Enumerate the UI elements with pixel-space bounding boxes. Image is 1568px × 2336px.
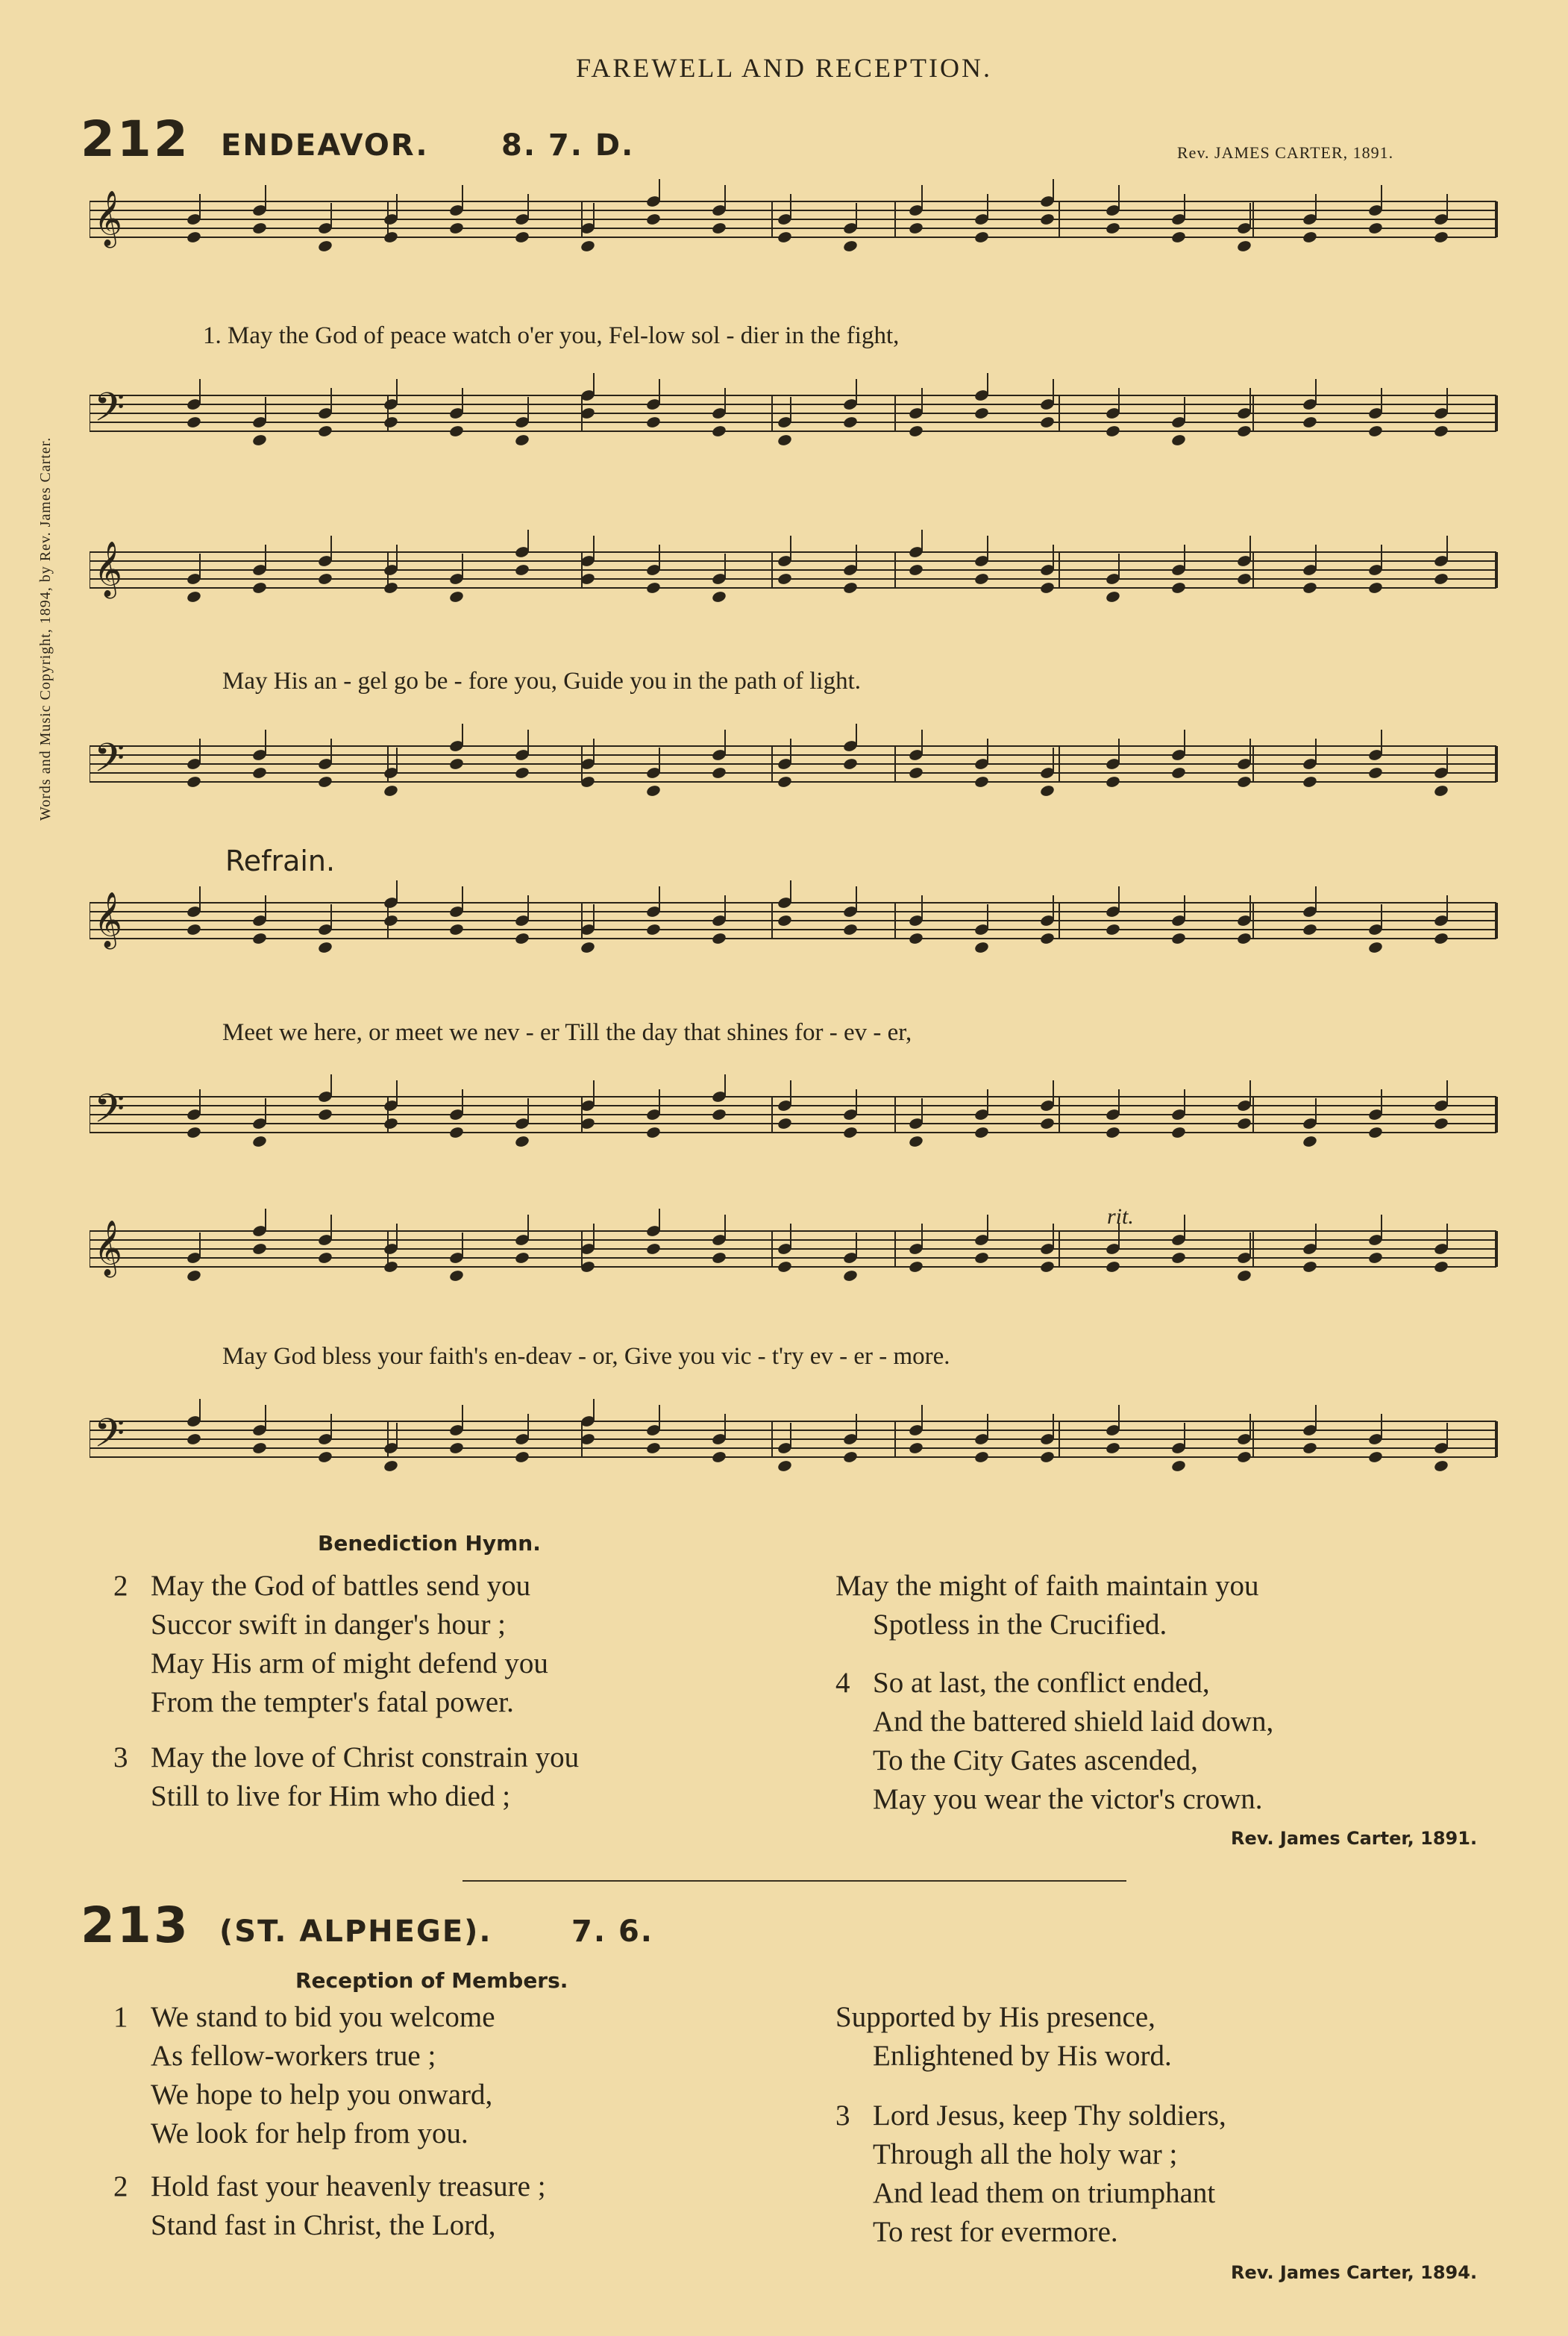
notehead <box>1236 932 1252 945</box>
notehead <box>777 1459 792 1473</box>
notehead <box>1236 1117 1252 1130</box>
notehead <box>317 1251 333 1265</box>
notehead <box>973 572 989 586</box>
notehead <box>908 1441 923 1455</box>
notehead <box>1236 239 1252 253</box>
lyric-line-1: 1. May the God of peace watch o'er you, Fel-low sol - dier in the fight, <box>203 322 900 349</box>
notehead <box>1367 222 1383 235</box>
notehead <box>448 590 464 604</box>
lyric-line-2: May His an - gel go be - fore you, Guide you in the path of light. <box>222 668 861 695</box>
verse-line: And the battered shield laid down, <box>873 1706 1274 1738</box>
verse-line: To rest for evermore. <box>873 2216 1118 2248</box>
verse-line: May the God of battles send you <box>151 1570 531 1602</box>
notehead <box>645 1242 661 1256</box>
notehead <box>317 1108 333 1121</box>
author-credit: Rev. James Carter, 1891. <box>1231 1828 1478 1849</box>
notehead <box>317 239 333 253</box>
notehead <box>1170 1251 1186 1265</box>
notehead <box>842 1450 858 1464</box>
notehead <box>251 222 267 235</box>
notehead <box>1039 416 1055 429</box>
notehead <box>1105 923 1120 936</box>
notehead <box>711 1251 727 1265</box>
notehead <box>711 222 727 235</box>
notehead <box>973 1251 989 1265</box>
bass-staff <box>90 1399 1522 1496</box>
notehead <box>1105 1260 1120 1274</box>
notehead <box>1367 1450 1383 1464</box>
verse-line: Succor swift in danger's hour ; <box>151 1609 507 1641</box>
notehead <box>1170 433 1186 447</box>
verse-3 <box>835 2097 1226 2252</box>
notehead <box>383 581 398 595</box>
tune-name: (ST. ALPHEGE). <box>219 1914 492 1949</box>
copyright-notice: Words and Music Copyright, 1894, by Rev. James Carter. <box>37 436 54 821</box>
bass-staff <box>90 373 1522 470</box>
notehead <box>383 1117 398 1130</box>
notehead <box>908 1135 923 1148</box>
treble-clef-icon: 𝄞 <box>94 1221 122 1276</box>
notehead <box>383 231 398 244</box>
meter: 7. 6. <box>571 1914 653 1949</box>
notehead <box>1105 425 1120 438</box>
notehead <box>777 572 792 586</box>
notehead <box>1302 1135 1317 1148</box>
notehead <box>842 581 858 595</box>
verse-number: 1 <box>113 2001 128 2033</box>
notehead <box>973 941 989 954</box>
notehead <box>908 932 923 945</box>
verse-line: To the City Gates ascended, <box>873 1744 1198 1776</box>
notehead <box>448 222 464 235</box>
notehead <box>1367 766 1383 780</box>
notehead <box>317 425 333 438</box>
notehead <box>973 1126 989 1139</box>
verse-line: We look for help from you. <box>151 2117 468 2149</box>
notehead <box>1302 416 1317 429</box>
notehead <box>908 222 923 235</box>
notehead <box>842 239 858 253</box>
treble-clef-icon: 𝄞 <box>94 191 122 246</box>
notehead <box>1236 775 1252 789</box>
notehead <box>251 433 267 447</box>
notehead <box>448 757 464 771</box>
notehead <box>514 433 530 447</box>
verse-line: May the love of Christ constrain you <box>151 1741 580 1773</box>
notehead <box>777 231 792 244</box>
verse-number: 4 <box>835 1667 850 1699</box>
notehead <box>317 941 333 954</box>
notehead <box>1367 1251 1383 1265</box>
notehead <box>711 1108 727 1121</box>
notehead <box>645 923 661 936</box>
verse-line: And lead them on triumphant <box>873 2177 1216 2209</box>
notehead <box>908 563 923 577</box>
notehead <box>251 766 267 780</box>
notehead <box>251 1441 267 1455</box>
bass-clef-icon: 𝄢 <box>94 1411 125 1466</box>
verse-4 <box>835 1664 1273 1819</box>
notehead <box>973 407 989 420</box>
notehead <box>1236 425 1252 438</box>
notehead <box>1367 581 1383 595</box>
verse-number: 2 <box>113 2170 128 2202</box>
notehead <box>711 1450 727 1464</box>
notehead <box>317 1450 333 1464</box>
notehead <box>645 1126 661 1139</box>
notehead <box>1039 1260 1055 1274</box>
verse-1 <box>113 1998 495 2153</box>
treble-clef-icon: 𝄞 <box>94 542 122 597</box>
verse-line: Through all the holy war ; <box>873 2138 1178 2170</box>
notehead <box>1302 775 1317 789</box>
notehead <box>777 433 792 447</box>
verse-number: 3 <box>113 1741 128 1773</box>
verse-line: Lord Jesus, keep Thy soldiers, <box>873 2099 1226 2132</box>
verse-3 <box>113 1738 579 1816</box>
notehead <box>1170 581 1186 595</box>
notehead <box>842 1269 858 1283</box>
notehead <box>1367 1126 1383 1139</box>
notehead <box>973 231 989 244</box>
notehead <box>514 766 530 780</box>
notehead <box>1236 572 1252 586</box>
notehead <box>383 784 398 798</box>
notehead <box>317 572 333 586</box>
hymn-number: 212 <box>81 110 190 168</box>
treble-clef-icon: 𝄞 <box>94 892 122 948</box>
verse-line: So at last, the conflict ended, <box>873 1667 1210 1699</box>
notehead <box>1170 932 1186 945</box>
notehead <box>777 775 792 789</box>
notehead <box>1039 1117 1055 1130</box>
hymn-number: 213 <box>81 1897 190 1954</box>
notehead <box>842 757 858 771</box>
meter: 8. 7. D. <box>501 128 635 163</box>
notehead <box>186 1269 201 1283</box>
notehead <box>842 416 858 429</box>
ritardando-marking: rit. <box>1107 1204 1134 1229</box>
notehead <box>514 1251 530 1265</box>
notehead <box>1170 231 1186 244</box>
notehead <box>580 239 595 253</box>
notehead <box>1302 923 1317 936</box>
notehead <box>1367 941 1383 954</box>
notehead <box>1170 1126 1186 1139</box>
notehead <box>645 416 661 429</box>
verse-line: We hope to help you onward, <box>151 2079 493 2111</box>
lyric-line-3: Meet we here, or meet we nev - er Till the day that shines for - ev - er, <box>222 1019 912 1046</box>
verse-2-continued <box>835 1998 1172 2076</box>
notehead <box>1039 581 1055 595</box>
notehead <box>514 1135 530 1148</box>
tune-name: ENDEAVOR. <box>221 128 429 163</box>
notehead <box>1302 1260 1317 1274</box>
treble-staff <box>90 1209 1522 1306</box>
notehead <box>383 1459 398 1473</box>
verse-line: We stand to bid you welcome <box>151 2001 495 2033</box>
notehead <box>1105 222 1120 235</box>
notehead <box>251 1135 267 1148</box>
notehead <box>842 1126 858 1139</box>
notehead <box>645 213 661 226</box>
notehead <box>1039 932 1055 945</box>
notehead <box>645 1441 661 1455</box>
notehead <box>186 590 201 604</box>
notehead <box>448 923 464 936</box>
notehead <box>1433 572 1449 586</box>
notehead <box>1367 425 1383 438</box>
page-header: FAREWELL AND RECEPTION. <box>576 53 992 83</box>
verse-line: May you wear the victor's crown. <box>873 1783 1263 1815</box>
notehead <box>186 231 201 244</box>
notehead <box>448 1269 464 1283</box>
verse-line: Supported by His presence, <box>835 2001 1155 2033</box>
refrain-label: Refrain. <box>225 845 336 877</box>
notehead <box>251 1242 267 1256</box>
notehead <box>842 923 858 936</box>
verse-number: 2 <box>113 1570 128 1602</box>
notehead <box>1302 231 1317 244</box>
notehead <box>1105 1441 1120 1455</box>
verse-line: Spotless in the Crucified. <box>873 1609 1167 1641</box>
verse-2 <box>113 1567 548 1722</box>
verse-line: As fellow-workers true ; <box>151 2040 436 2072</box>
notehead <box>973 775 989 789</box>
notehead <box>317 775 333 789</box>
notehead <box>514 932 530 945</box>
notehead <box>711 932 727 945</box>
notehead <box>1433 1260 1449 1274</box>
hymn-subtitle: Benediction Hymn. <box>318 1531 541 1556</box>
notehead <box>383 1260 398 1274</box>
notehead <box>908 1260 923 1274</box>
notehead <box>514 1450 530 1464</box>
notehead <box>580 941 595 954</box>
notehead <box>1433 784 1449 798</box>
bass-staff <box>90 724 1522 821</box>
notehead <box>186 1432 201 1446</box>
notehead <box>448 1126 464 1139</box>
hymn-subtitle: Reception of Members. <box>295 1968 568 1993</box>
verse-line: Hold fast your heavenly treasure ; <box>151 2170 546 2202</box>
notehead <box>383 416 398 429</box>
verse-line: From the tempter's fatal power. <box>151 1686 514 1718</box>
notehead <box>777 1117 792 1130</box>
notehead <box>711 766 727 780</box>
notehead <box>448 425 464 438</box>
verse-line: May His arm of might defend you <box>151 1647 548 1679</box>
divider-rule <box>462 1880 1126 1882</box>
notehead <box>1170 1459 1186 1473</box>
notehead <box>1433 425 1449 438</box>
bass-clef-icon: 𝄢 <box>94 736 125 791</box>
bass-clef-icon: 𝄢 <box>94 1086 125 1142</box>
bass-clef-icon: 𝄢 <box>94 385 125 440</box>
verse-line: May the might of faith maintain you <box>835 1570 1259 1602</box>
notehead <box>251 581 267 595</box>
notehead <box>908 766 923 780</box>
verse-2 <box>113 2167 546 2245</box>
notehead <box>777 1260 792 1274</box>
notehead <box>711 425 727 438</box>
notehead <box>1039 784 1055 798</box>
notehead <box>1433 1117 1449 1130</box>
notehead <box>514 563 530 577</box>
notehead <box>908 425 923 438</box>
notehead <box>1302 1441 1317 1455</box>
notehead <box>1105 775 1120 789</box>
notehead <box>1433 1459 1449 1473</box>
notehead <box>186 775 201 789</box>
notehead <box>1236 1450 1252 1464</box>
lyric-line-4: May God bless your faith's en-deav - or, Give you vic - t'ry ev - er - more. <box>222 1343 950 1370</box>
verse-line: Stand fast in Christ, the Lord, <box>151 2209 496 2241</box>
notehead <box>645 784 661 798</box>
notehead <box>645 581 661 595</box>
bass-staff <box>90 1074 1522 1171</box>
notehead <box>448 1441 464 1455</box>
notehead <box>777 914 792 927</box>
verse-number: 3 <box>835 2099 850 2132</box>
verse-3-continued <box>835 1567 1259 1644</box>
notehead <box>1433 932 1449 945</box>
notehead <box>251 932 267 945</box>
notehead <box>514 231 530 244</box>
notehead <box>1039 213 1055 226</box>
notehead <box>1170 766 1186 780</box>
treble-staff <box>90 179 1522 276</box>
notehead <box>186 923 201 936</box>
treble-staff <box>90 880 1522 977</box>
notehead <box>186 416 201 429</box>
verse-line: Still to live for Him who died ; <box>151 1780 511 1812</box>
notehead <box>1433 231 1449 244</box>
treble-staff <box>90 530 1522 627</box>
notehead <box>1236 1269 1252 1283</box>
notehead <box>383 914 398 927</box>
notehead <box>1105 590 1120 604</box>
notehead <box>711 590 727 604</box>
notehead <box>186 1126 201 1139</box>
author-credit: Rev. James Carter, 1894. <box>1231 2262 1478 2283</box>
notehead <box>1039 1450 1055 1464</box>
notehead <box>973 1450 989 1464</box>
notehead <box>1302 581 1317 595</box>
notehead <box>1105 1126 1120 1139</box>
verse-line: Enlightened by His word. <box>873 2040 1172 2072</box>
composer-attribution: Rev. JAMES CARTER, 1891. <box>1177 143 1394 162</box>
